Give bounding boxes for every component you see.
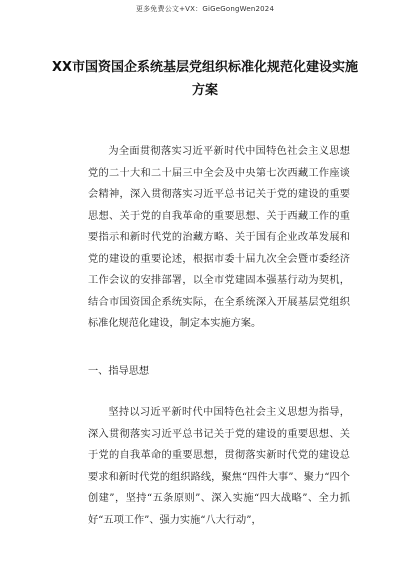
intro-paragraph-text: 为全面贯彻落实习近平新时代中国特色社会主义思想党的二十大和二十届三中全会及中央第七次西藏工作座谈会精神，深入贯彻落实习近平总书记关于党的建设的重要思想、关于党的自我革命的重要思想、关于西藏工作的重要指示和新时代党的治藏方略、关于国有企业改革发展和党的建设的重要论述，根据市委十届九次全会暨市委经济工作会议的安排部署，以全市党建固本强基行动为契机，结合市国资国企系统实际，在全系统深入开展基层党组织标准化规范化建设，制定本实施方案。 (88, 146, 350, 329)
guiding-thought-paragraph-text: 坚持以习近平新时代中国特色社会主义思想为指导，深入贯彻落实习近平总书记关于党的建设的重要思想、关于党的自我革命的重要思想，贯彻落实新时代党的建设总要求和新时代党的组织路线，聚焦“四件大事”、聚力“四个创建”，坚持“五条原则”、深入实施“四大战略”、全力抓好“五项工作”、强力实施“八大行动”， (88, 407, 350, 526)
guiding-thought-paragraph (88, 402, 350, 531)
section-heading-text: 一、指导思想 (88, 366, 150, 377)
document-title: XX市国资国企系统基层党组织标准化规范化建设实施方案 (51, 60, 359, 98)
intro-paragraph (88, 141, 350, 335)
header-note: 更多免费公文+VX：GiGeGongWen2024 (135, 5, 275, 13)
section-heading (88, 362, 350, 382)
